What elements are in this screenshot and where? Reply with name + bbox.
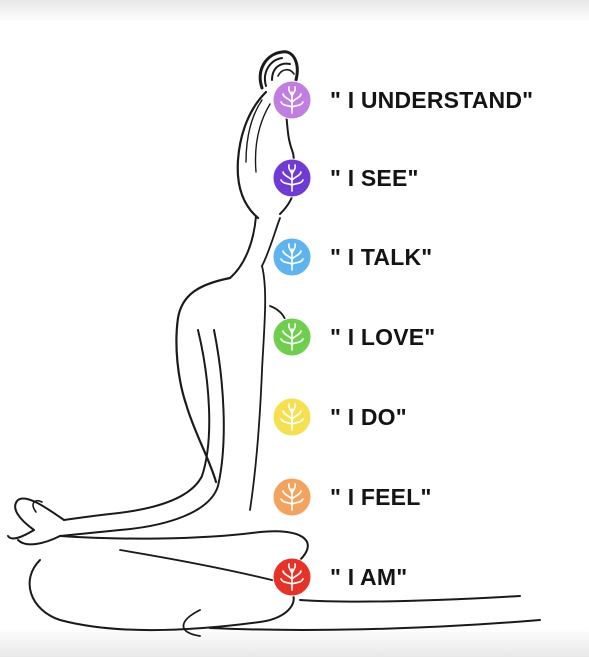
solar-plexus-chakra-icon: [272, 397, 312, 437]
third-eye-chakra-icon: [272, 158, 312, 198]
sacral-chakra-icon: [272, 477, 312, 517]
root-chakra-icon: [272, 557, 312, 597]
solar-plexus-chakra-label: " I DO": [330, 404, 407, 430]
heart-chakra-icon: [272, 317, 312, 357]
throat-chakra-icon: [272, 237, 312, 277]
crown-chakra-label: " I UNDERSTAND": [330, 87, 534, 113]
root-chakra-label: " I AM": [330, 564, 408, 590]
crown-chakra-icon: [272, 80, 312, 120]
sacral-chakra-label: " I FEEL": [330, 484, 432, 510]
third-eye-chakra-label: " I SEE": [330, 165, 419, 191]
heart-chakra-label: " I LOVE": [330, 324, 436, 350]
throat-chakra-label: " I TALK": [330, 244, 433, 270]
